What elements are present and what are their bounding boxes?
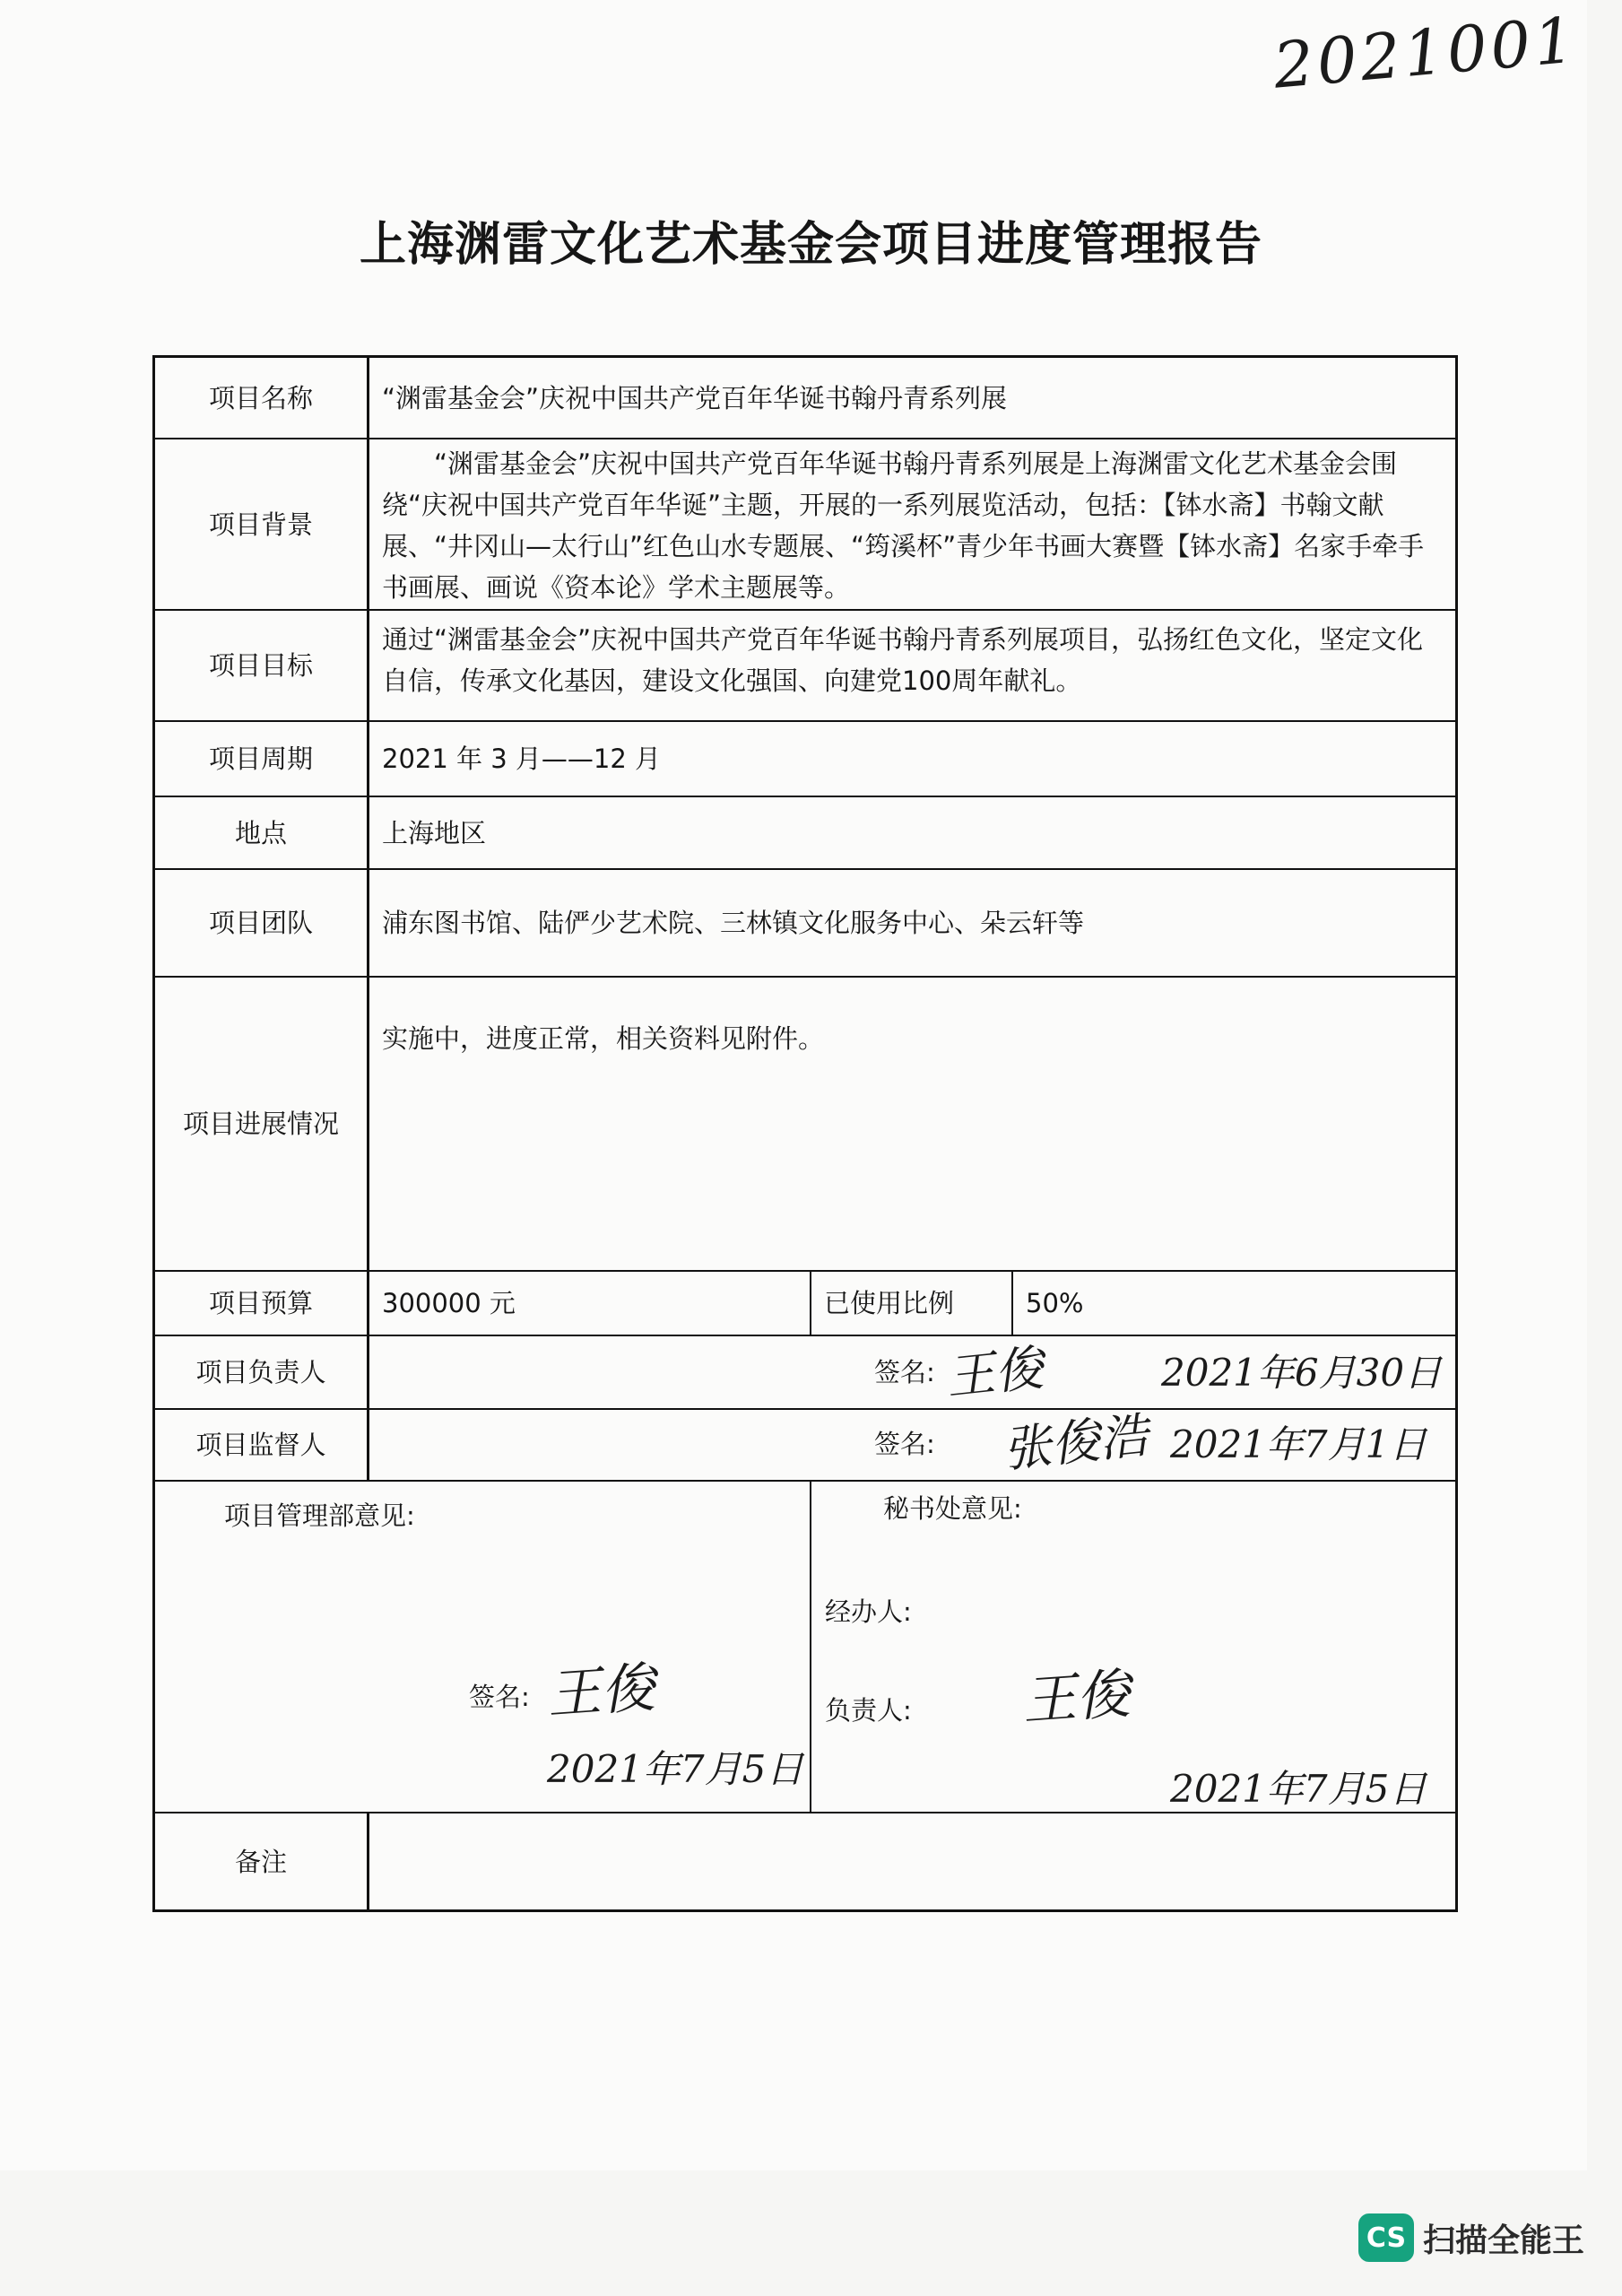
leader-signature: 王俊 xyxy=(943,1339,1046,1406)
label-project-goal: 项目目标 xyxy=(208,650,313,681)
supervisor-sign-date: 2021年7月1日 xyxy=(1170,1422,1427,1466)
page-title: 上海渊雷文化艺术基金会项目进度管理报告 xyxy=(359,217,1262,272)
secretariat-opinion-label: 秘书处意见: xyxy=(883,1493,1022,1524)
mgmt-signature: 王俊 xyxy=(545,1656,657,1727)
mgmt-sign-date: 2021年7月5日 xyxy=(547,1747,804,1791)
value-project-background: “渊雷基金会”庆祝中国共产党百年华诞书翰丹青系列展是上海渊雷文化艺术基金会围绕“庆祝中国共产党百年华诞”主题，开展的一系列展览活动，包括：【钵水斋】书翰文献展、“井冈山—太行山”红色山水专题展、“筠溪杯”青少年书画大赛暨【钵水斋】名家手牵手书画展、画说《资本论》学术主题展等。 xyxy=(382,448,1425,603)
value-remarks xyxy=(369,1813,1455,1909)
label-project-leader: 项目负责人 xyxy=(195,1357,326,1387)
camscanner-logo-icon: CS xyxy=(1358,2213,1414,2262)
secretariat-responsible-label: 负责人: xyxy=(825,1695,912,1726)
leader-sign-date: 2021年6月30日 xyxy=(1161,1351,1443,1395)
label-project-background: 项目背景 xyxy=(208,509,313,540)
value-used-ratio: 50% xyxy=(1026,1288,1084,1318)
value-project-team: 浦东图书馆、陆俨少艺术院、三林镇文化服务中心、朵云轩等 xyxy=(382,908,1085,938)
label-project-progress: 项目进展情况 xyxy=(182,1109,339,1139)
value-project-name: “渊雷基金会”庆祝中国共产党百年华诞书翰丹青系列展 xyxy=(382,382,1008,413)
supervisor-signature: 张俊浩 xyxy=(1000,1406,1151,1479)
value-project-period: 2021 年 3 月——12 月 xyxy=(382,744,662,774)
label-project-name: 项目名称 xyxy=(208,382,313,413)
secretariat-signature: 王俊 xyxy=(1020,1662,1132,1734)
leader-sign-label: 签名: xyxy=(874,1357,935,1387)
label-location: 地点 xyxy=(234,817,287,848)
secretariat-handler-label: 经办人: xyxy=(825,1596,912,1627)
mgmt-opinion-label: 项目管理部意见: xyxy=(224,1500,415,1531)
label-remarks: 备注 xyxy=(234,1846,287,1877)
handwritten-document-number: 2021001 xyxy=(1271,3,1581,103)
label-project-period: 项目周期 xyxy=(208,744,313,774)
value-project-progress: 实施中，进度正常，相关资料见附件。 xyxy=(382,1023,825,1054)
label-project-budget: 项目预算 xyxy=(208,1288,313,1318)
label-used-ratio: 已使用比例 xyxy=(824,1288,955,1318)
label-project-team: 项目团队 xyxy=(208,908,313,938)
camscanner-text: 扫描全能王 xyxy=(1423,2222,1585,2259)
value-project-goal: 通过“渊雷基金会”庆祝中国共产党百年华诞书翰丹青系列展项目，弘扬红色文化，坚定文化自信，传承文化基因，建设文化强国、向建党100周年献礼。 xyxy=(382,624,1424,696)
camscanner-watermark xyxy=(1358,2213,1584,2262)
supervisor-sign-label: 签名: xyxy=(874,1429,935,1459)
label-project-supervisor: 项目监督人 xyxy=(195,1430,326,1460)
secretariat-sign-date: 2021年7月5日 xyxy=(1170,1767,1427,1811)
value-location: 上海地区 xyxy=(382,817,487,848)
mgmt-sign-label: 签名: xyxy=(469,1682,530,1712)
value-project-budget: 300000 元 xyxy=(382,1288,516,1318)
